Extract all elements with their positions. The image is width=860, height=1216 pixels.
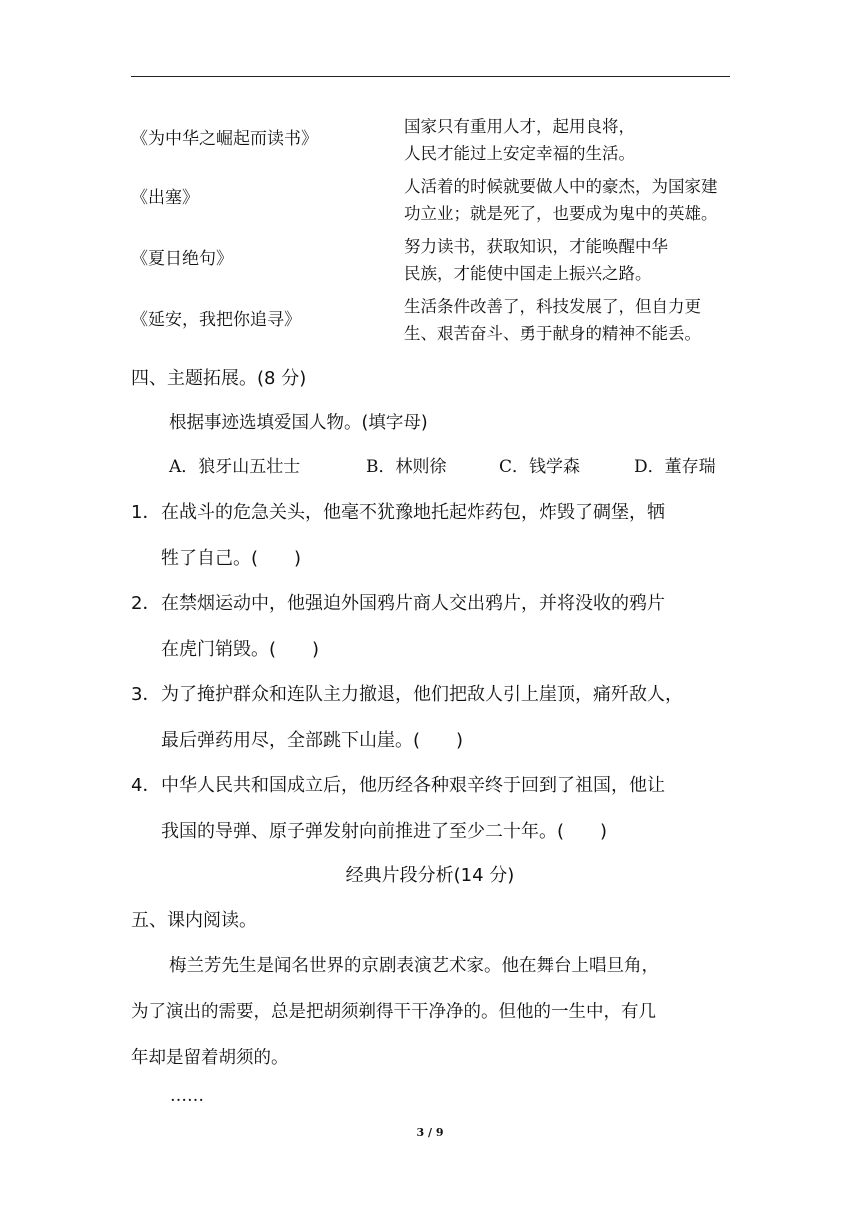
passage-line-2: 为了演出的需要，总是把胡须剃得干干净净的。但他的一生中，有几 <box>131 1002 656 1022</box>
match-quote-4-line-2: 生、艰苦奋斗、勇于献身的精神不能丢。 <box>404 324 701 343</box>
question-1-number: 1． <box>131 502 161 523</box>
question-4-number: 4． <box>131 775 161 796</box>
match-quote-3-line-2: 民族，才能使中国走上振兴之路。 <box>404 264 652 283</box>
match-title-4: 《延安，我把你追寻》 <box>131 310 301 330</box>
match-quote-4 <box>404 293 701 347</box>
question-3-line-1: 为了掩护群众和连队主力撤退，他们把敌人引上崖顶，痛歼敌人， <box>161 684 683 705</box>
match-quote-2-line-1: 人活着的时候就要做人中的豪杰，为国家建 <box>404 177 718 196</box>
option-b: B．林则徐 <box>366 457 447 477</box>
question-3-number: 3． <box>131 684 161 705</box>
match-quote-4-line-1: 生活条件改善了，科技发展了，但自力更 <box>404 297 701 316</box>
match-quote-3 <box>404 233 668 287</box>
passage-line-1: 梅兰芳先生是闻名世界的京剧表演艺术家。他在舞台上唱旦角， <box>169 956 659 976</box>
option-d: D．董存瑞 <box>634 457 716 477</box>
question-1-line-1: 在战斗的危急关头，他毫不犹豫地托起炸药包，炸毁了碉堡，牺 <box>161 502 665 523</box>
question-2-line-2: 在虎门销毁。( ) <box>161 639 320 660</box>
part-title: 经典片段分析(14 分) <box>345 865 515 886</box>
match-quote-3-line-1: 努力读书，获取知识，才能唤醒中华 <box>404 237 668 256</box>
match-title-2: 《出塞》 <box>131 188 199 208</box>
option-c: C．钱学森 <box>499 457 581 477</box>
match-quote-1 <box>404 113 635 167</box>
top-rule <box>131 76 730 77</box>
page-number: 3 / 9 <box>416 1126 444 1139</box>
option-a: A．狼牙山五壮士 <box>169 457 301 477</box>
question-2-line-1: 在禁烟运动中，他强迫外国鸦片商人交出鸦片，并将没收的鸦片 <box>161 593 665 614</box>
question-3-line-2: 最后弹药用尽，全部跳下山崖。( ) <box>161 730 464 751</box>
question-4-line-2: 我国的导弹、原子弹发射向前推进了至少二十年。( ) <box>161 821 608 842</box>
match-quote-1-line-1: 国家只有重用人才，起用良将， <box>404 117 635 136</box>
match-quote-1-line-2: 人民才能过上安定幸福的生活。 <box>404 144 635 163</box>
question-1-line-2: 牲了自己。( ) <box>161 548 302 569</box>
section4-instruction: 根据事迹选填爱国人物。(填字母) <box>169 413 428 433</box>
match-title-1: 《为中华之崛起而读书》 <box>131 129 318 149</box>
match-quote-2 <box>404 173 718 227</box>
match-title-3: 《夏日绝句》 <box>131 249 233 269</box>
section5-heading: 五、课内阅读。 <box>131 910 257 931</box>
question-4-line-1: 中华人民共和国成立后，他历经各种艰辛终于回到了祖国，他让 <box>161 775 665 796</box>
match-quote-2-line-2: 功立业；就是死了，也要成为鬼中的英雄。 <box>404 204 718 223</box>
passage-line-3: 年却是留着胡须的。 <box>131 1048 289 1068</box>
question-2-number: 2． <box>131 593 161 614</box>
section4-heading: 四、主题拓展。(8 分) <box>131 368 307 389</box>
passage-ellipsis: …… <box>170 1086 204 1106</box>
